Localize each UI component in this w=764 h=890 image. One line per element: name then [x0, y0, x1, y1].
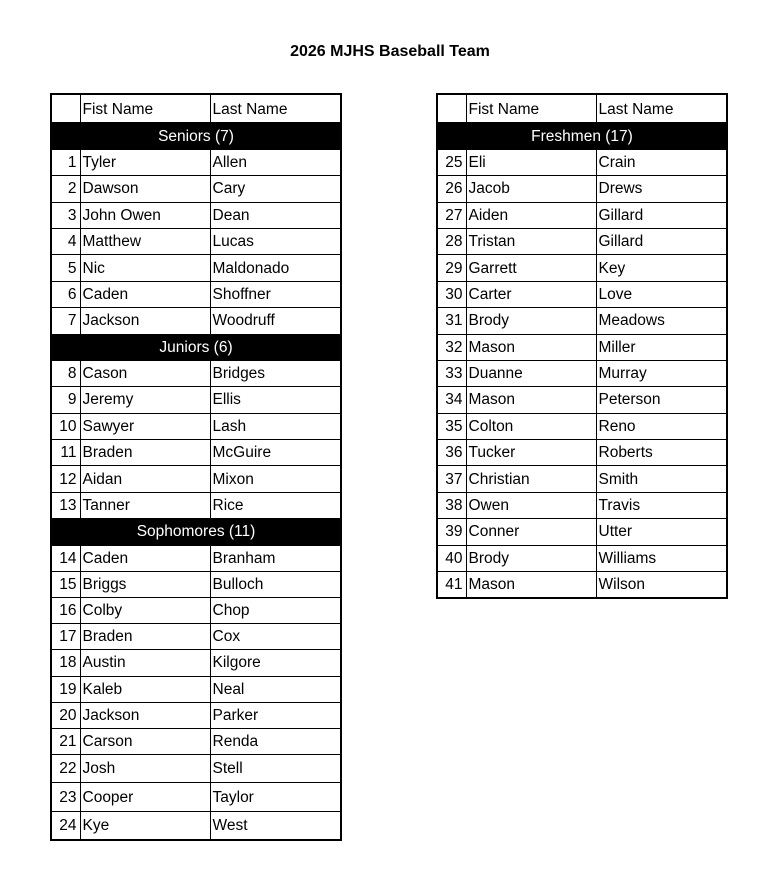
table-row: [51, 360, 341, 386]
table-row: [51, 281, 341, 307]
table-row: [51, 202, 341, 228]
player-last-name: Chop: [210, 598, 341, 624]
player-last-name: McGuire: [210, 440, 341, 466]
player-first-name: Aiden: [466, 202, 596, 228]
player-number: 16: [51, 598, 80, 624]
table-row: [51, 440, 341, 466]
player-last-name: Gillard: [596, 228, 727, 254]
table-row: [437, 413, 727, 439]
table-row: [437, 387, 727, 413]
player-last-name: Neal: [210, 676, 341, 702]
player-last-name: Bridges: [210, 360, 341, 386]
header-last-name: Last Name: [596, 94, 727, 123]
table-row: [51, 255, 341, 281]
player-number: 2: [51, 176, 80, 202]
player-first-name: Tucker: [466, 440, 596, 466]
player-last-name: Taylor: [210, 783, 341, 811]
player-number: 12: [51, 466, 80, 492]
player-last-name: Reno: [596, 413, 727, 439]
player-number: 8: [51, 360, 80, 386]
table-row: [51, 783, 341, 811]
player-first-name: Carter: [466, 281, 596, 307]
table-row: [437, 572, 727, 599]
player-first-name: Brody: [466, 545, 596, 571]
table-row: [437, 360, 727, 386]
player-last-name: Rice: [210, 492, 341, 518]
player-first-name: Cason: [80, 360, 210, 386]
player-first-name: Mason: [466, 387, 596, 413]
header-first-name: Fist Name: [80, 94, 210, 123]
player-first-name: Jackson: [80, 308, 210, 334]
player-number: 3: [51, 202, 80, 228]
player-number: 4: [51, 228, 80, 254]
player-first-name: Colton: [466, 413, 596, 439]
player-first-name: Braden: [80, 440, 210, 466]
table-row: [51, 728, 341, 754]
table-row: [437, 334, 727, 360]
table-row: [51, 676, 341, 702]
header-row: [437, 94, 727, 123]
player-last-name: Meadows: [596, 308, 727, 334]
player-number: 14: [51, 545, 80, 571]
player-first-name: Tyler: [80, 149, 210, 175]
player-first-name: Kaleb: [80, 676, 210, 702]
player-first-name: Mason: [466, 334, 596, 360]
player-number: 41: [437, 572, 466, 599]
player-number: 36: [437, 440, 466, 466]
player-last-name: Bulloch: [210, 571, 341, 597]
page-title: 2026 MJHS Baseball Team: [290, 43, 490, 60]
table-row: [51, 176, 341, 202]
header-number-cell: [51, 94, 80, 123]
player-last-name: Drews: [596, 176, 727, 202]
table-row: [437, 255, 727, 281]
table-row: [51, 650, 341, 676]
player-first-name: Carson: [80, 728, 210, 754]
table-row: [51, 598, 341, 624]
player-number: 7: [51, 308, 80, 334]
table-row: [437, 176, 727, 202]
section-title: Freshmen (17): [437, 123, 727, 149]
player-first-name: Matthew: [80, 228, 210, 254]
player-first-name: Owen: [466, 492, 596, 518]
table-row: [51, 811, 341, 840]
player-number: 38: [437, 492, 466, 518]
player-last-name: Smith: [596, 466, 727, 492]
player-first-name: Mason: [466, 572, 596, 599]
player-first-name: Brody: [466, 308, 596, 334]
player-last-name: Miller: [596, 334, 727, 360]
player-first-name: Kye: [80, 811, 210, 840]
player-number: 21: [51, 728, 80, 754]
player-first-name: Sawyer: [80, 413, 210, 439]
player-first-name: Jacob: [466, 176, 596, 202]
player-number: 25: [437, 149, 466, 175]
player-first-name: Tristan: [466, 228, 596, 254]
header-first-name: Fist Name: [466, 94, 596, 123]
table-row: [51, 308, 341, 334]
player-number: 23: [51, 783, 80, 811]
player-first-name: John Owen: [80, 202, 210, 228]
player-number: 33: [437, 360, 466, 386]
player-number: 37: [437, 466, 466, 492]
table-row: [51, 492, 341, 518]
player-first-name: Caden: [80, 281, 210, 307]
player-number: 26: [437, 176, 466, 202]
section-header-row: [51, 519, 341, 545]
table-row: [51, 413, 341, 439]
player-last-name: Utter: [596, 519, 727, 545]
player-number: 22: [51, 755, 80, 783]
player-number: 6: [51, 281, 80, 307]
table-row: [437, 149, 727, 175]
player-number: 13: [51, 492, 80, 518]
section-header-row: [437, 123, 727, 149]
player-number: 24: [51, 811, 80, 840]
player-number: 17: [51, 624, 80, 650]
player-last-name: Branham: [210, 545, 341, 571]
player-last-name: Renda: [210, 728, 341, 754]
player-first-name: Nic: [80, 255, 210, 281]
table-row: [51, 149, 341, 175]
player-number: 1: [51, 149, 80, 175]
section-header-row: [51, 334, 341, 360]
player-number: 32: [437, 334, 466, 360]
player-number: 10: [51, 413, 80, 439]
player-first-name: Jackson: [80, 702, 210, 728]
table-row: [437, 308, 727, 334]
player-number: 19: [51, 676, 80, 702]
roster-table-left: [50, 93, 342, 841]
table-row: [51, 755, 341, 783]
table-row: [437, 466, 727, 492]
player-last-name: Wilson: [596, 572, 727, 599]
player-last-name: Travis: [596, 492, 727, 518]
table-row: [437, 519, 727, 545]
player-first-name: Braden: [80, 624, 210, 650]
player-number: 35: [437, 413, 466, 439]
table-row: [51, 702, 341, 728]
table-row: [437, 281, 727, 307]
player-last-name: Love: [596, 281, 727, 307]
header-number-cell: [437, 94, 466, 123]
player-last-name: Mixon: [210, 466, 341, 492]
player-last-name: Gillard: [596, 202, 727, 228]
player-number: 28: [437, 228, 466, 254]
player-last-name: Crain: [596, 149, 727, 175]
player-first-name: Christian: [466, 466, 596, 492]
player-first-name: Jeremy: [80, 387, 210, 413]
table-row: [437, 228, 727, 254]
table-row: [437, 202, 727, 228]
player-first-name: Cooper: [80, 783, 210, 811]
player-number: 27: [437, 202, 466, 228]
player-number: 30: [437, 281, 466, 307]
table-row: [51, 545, 341, 571]
player-number: 31: [437, 308, 466, 334]
player-last-name: Roberts: [596, 440, 727, 466]
player-first-name: Duanne: [466, 360, 596, 386]
table-row: [437, 492, 727, 518]
player-number: 9: [51, 387, 80, 413]
player-number: 20: [51, 702, 80, 728]
player-last-name: Parker: [210, 702, 341, 728]
player-number: 40: [437, 545, 466, 571]
player-last-name: Kilgore: [210, 650, 341, 676]
player-last-name: Lash: [210, 413, 341, 439]
player-last-name: Woodruff: [210, 308, 341, 334]
player-last-name: Shoffner: [210, 281, 341, 307]
player-last-name: Williams: [596, 545, 727, 571]
player-number: 18: [51, 650, 80, 676]
player-last-name: Dean: [210, 202, 341, 228]
player-first-name: Briggs: [80, 571, 210, 597]
table-row: [51, 228, 341, 254]
player-first-name: Tanner: [80, 492, 210, 518]
player-last-name: Stell: [210, 755, 341, 783]
section-title: Sophomores (11): [51, 519, 341, 545]
player-first-name: Eli: [466, 149, 596, 175]
player-last-name: Key: [596, 255, 727, 281]
player-number: 5: [51, 255, 80, 281]
player-number: 34: [437, 387, 466, 413]
player-number: 39: [437, 519, 466, 545]
header-last-name: Last Name: [210, 94, 341, 123]
player-last-name: Ellis: [210, 387, 341, 413]
player-number: 15: [51, 571, 80, 597]
section-header-row: [51, 123, 341, 149]
player-last-name: Maldonado: [210, 255, 341, 281]
player-first-name: Colby: [80, 598, 210, 624]
player-last-name: Peterson: [596, 387, 727, 413]
table-row: [51, 571, 341, 597]
header-row: [51, 94, 341, 123]
player-number: 29: [437, 255, 466, 281]
player-first-name: Garrett: [466, 255, 596, 281]
player-first-name: Aidan: [80, 466, 210, 492]
player-last-name: Murray: [596, 360, 727, 386]
player-first-name: Caden: [80, 545, 210, 571]
player-first-name: Dawson: [80, 176, 210, 202]
roster-table-right: [436, 93, 728, 599]
player-last-name: Cox: [210, 624, 341, 650]
player-last-name: Lucas: [210, 228, 341, 254]
table-row: [51, 466, 341, 492]
player-last-name: West: [210, 811, 341, 840]
table-row: [51, 624, 341, 650]
section-title: Juniors (6): [51, 334, 341, 360]
player-number: 11: [51, 440, 80, 466]
player-first-name: Josh: [80, 755, 210, 783]
player-first-name: Conner: [466, 519, 596, 545]
section-title: Seniors (7): [51, 123, 341, 149]
player-last-name: Cary: [210, 176, 341, 202]
player-first-name: Austin: [80, 650, 210, 676]
table-row: [437, 545, 727, 571]
table-row: [51, 387, 341, 413]
player-last-name: Allen: [210, 149, 341, 175]
table-row: [437, 440, 727, 466]
